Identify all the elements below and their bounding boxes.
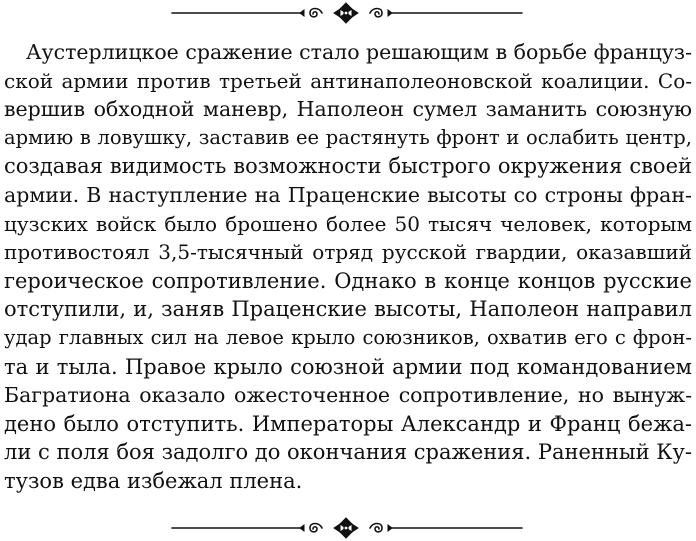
paragraph-line: ли с поля боя задолго до окончания сражения. Раненный Ку- [4,440,692,465]
paragraph-line: противостоял 3,5-тысячный отряд русской гвардии, оказавший [4,240,692,265]
paragraph-line: отступили, и, заняв Праценские высоты, Наполеон направил [4,297,692,322]
paragraph-line: вершив обходной маневр, Наполеон сумел заманить союзную [4,97,692,122]
paragraph-line: дено было отступить. Императоры Александр и Франц бежа- [4,411,692,436]
article-paragraph [4,38,692,496]
paragraph-line: та и тыла. Правое крыло союзной армии под командованием [4,354,692,379]
paragraph-line: армию в ловушку, заставив ее растянуть фронт и ослабить центр, [4,125,692,149]
paragraph-line: создавая видимость возможности быстрого окружения своей [4,154,692,179]
paragraph-line: Багратиона оказало ожесточенное сопротивление, но вынуж- [4,383,692,408]
paragraph-line: удар главных сил на левое крыло союзников, охватив его с фрон- [4,325,692,349]
bottom-ornament-divider [0,513,696,541]
paragraph-line: цузских войск было брошено более 50 тысяч человек, которым [4,211,692,236]
paragraph-line: ской армии против третьей антинаполеоновской коалиции. Со- [4,68,692,93]
paragraph-line: героическое сопротивление. Однако в конце концов русские [4,268,692,293]
paragraph-line: армии. В наступление на Праценские высоты со строны фран- [4,182,692,207]
top-ornament-divider [0,0,696,28]
paragraph-line: тузов едва избежал плена. [4,468,303,493]
paragraph-line: Аустерлицкое сражение стало решающим в борьбе француз- [26,40,693,64]
